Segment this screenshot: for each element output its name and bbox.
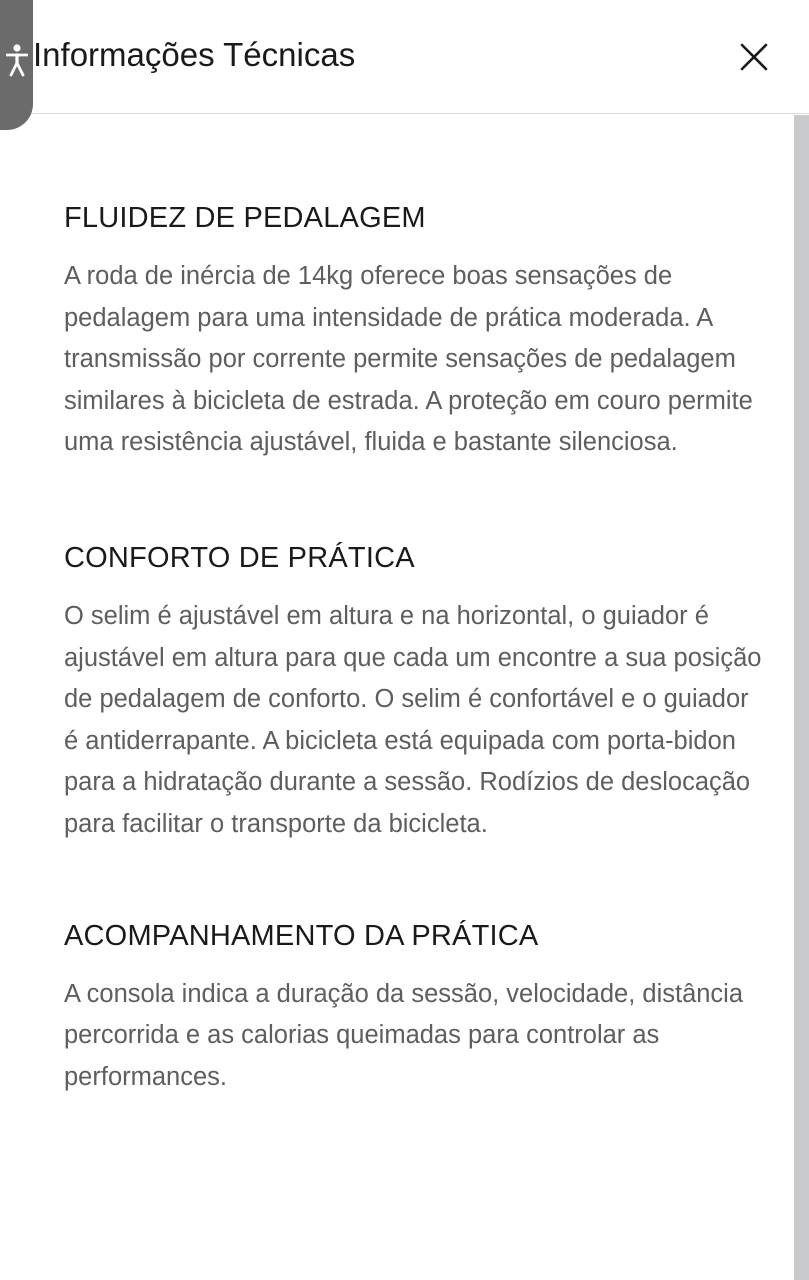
- section-conforto-de-pratica: [64, 536, 764, 846]
- section-body: A consola indica a duração da sessão, velocidade, distância percorrida e as calorias queimadas para controlar as performances.: [64, 979, 744, 1091]
- accessibility-tab[interactable]: [0, 0, 33, 130]
- section-heading: CONFORTO DE PRÁTICA: [64, 541, 415, 574]
- page-title: Informações Técnicas: [33, 36, 356, 73]
- section-fluidez-de-pedalagem: [64, 196, 764, 464]
- section-acompanhamento-da-pratica: [64, 914, 764, 1099]
- panel-header: [0, 0, 809, 114]
- close-button[interactable]: [731, 34, 777, 80]
- section-body: O selim é ajustável em altura e na horizontal, o guiador é ajustável em altura para que cada um encontre a sua posição de pedalagem de conforto. O selim é confortável e o guiador é antiderrapante. A bicicleta está equipada com porta-bidon para a hidratação durante a sessão. Rodízios de deslocação para facilitar o transporte da bicicleta.: [64, 601, 762, 838]
- close-icon: [739, 42, 769, 72]
- section-heading: ACOMPANHAMENTO DA PRÁTICA: [64, 919, 539, 952]
- section-heading: FLUIDEZ DE PEDALAGEM: [64, 202, 426, 234]
- scrollbar[interactable]: [794, 115, 809, 1280]
- accessibility-person-icon: [6, 44, 28, 78]
- panel-content: [64, 196, 764, 1098]
- section-body: A roda de inércia de 14kg oferece boas sensações de pedalagem para uma intensidade de prática moderada. A transmissão por corrente permite sensações de pedalagem similares à bicicleta de estrada. A proteção em couro permite uma resistência ajustável, fluida e bastante silenciosa.: [64, 262, 753, 457]
